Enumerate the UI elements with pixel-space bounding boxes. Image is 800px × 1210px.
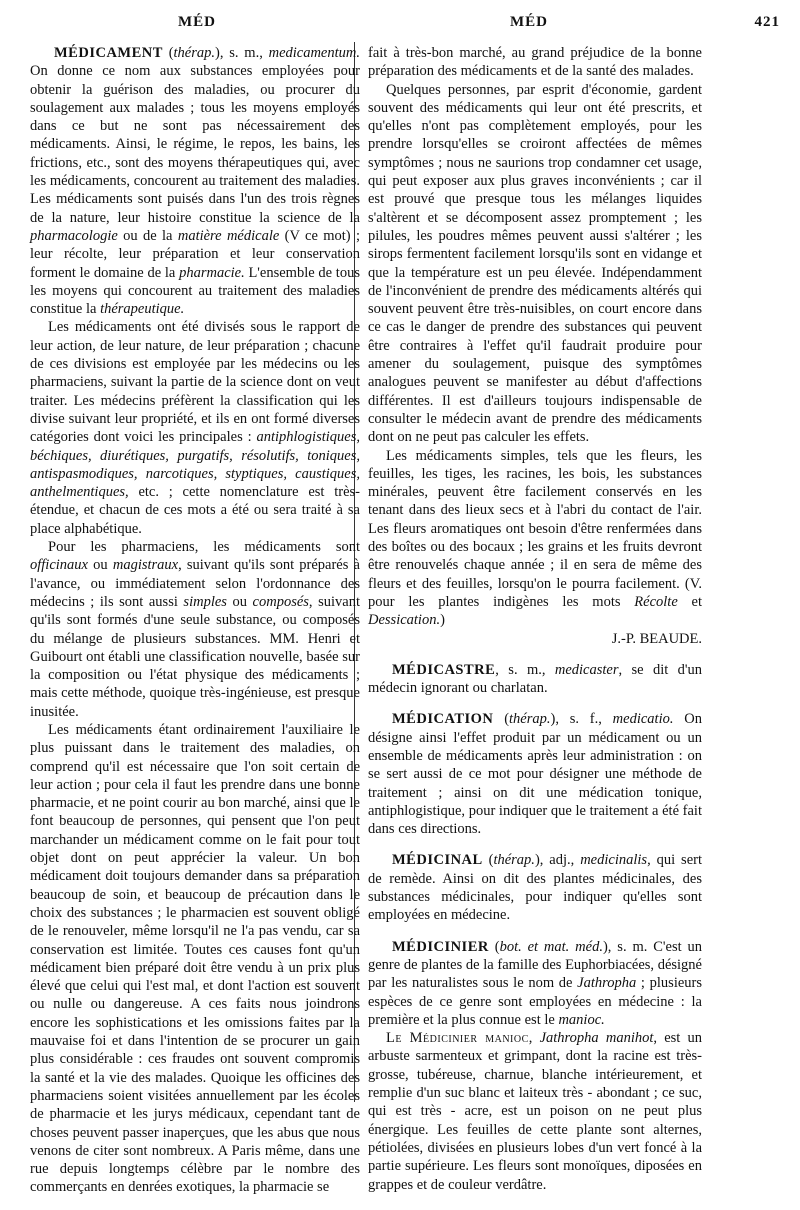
italic-text: manioc.: [558, 1011, 605, 1028]
body-text: On donne ce nom aux substances employées pour obtenir la guérison des maladies, ou procurer du soulagement aux malades ; tous les moyens employés dans ce but ne sont pas nécessairement des médicaments. Ainsi, le régime, le repos, les bains, les frictions, etc., sont des moyens thérapeutiques qui, avec les médicaments, concourent au traitement des maladies. Les médicaments sont puisés dans l'un des trois règnes de la nature, leur histoire constitue la science de la: [30, 63, 360, 226]
italic-text: Jathropha manihot: [539, 1030, 654, 1047]
italic-text: simples: [183, 593, 227, 610]
italic-text: Dessication.: [368, 612, 441, 629]
headword: MÉDICINAL: [392, 852, 483, 869]
headword: MÉDICASTRE: [392, 661, 496, 678]
paragraph: [368, 851, 702, 924]
body-text: (: [493, 711, 510, 728]
headword: MÉDICINIER: [392, 938, 489, 955]
running-header-left: MÉD: [178, 14, 216, 30]
paragraph: [30, 538, 360, 721]
body-text: ; plusieurs espèces de ce genre sont employées en médecine : la première et la plus connue est le: [368, 975, 703, 1028]
body-text: (V ce mot) ; leur récolte, leur préparation et leur conservation forment le domaine de la: [30, 227, 361, 281]
italic-text: medicinalis: [580, 852, 648, 869]
entry-medication: [368, 710, 702, 838]
paragraph: [368, 81, 702, 447]
italic-text: thérap.: [493, 852, 535, 869]
body-text: ), adj.,: [534, 852, 581, 869]
entry-medicament: [30, 44, 360, 1197]
italic-text: medicaster: [554, 661, 619, 678]
entry-medicament-continued: [368, 44, 702, 630]
italic-text: thérapeutique.: [100, 301, 185, 318]
paragraph: [30, 721, 360, 1197]
paragraph: [368, 938, 702, 1029]
body-text: , suivant qu'ils sont formés d'une seule substance, ou composés du mélange de plusieurs substances. MM. Henri et Guibourt ont établi une classification nouvelle, basée sur la composition ou l'état physique des médicaments ; mais cette méthode, quoique très-ingénieuse, est presque inusitée.: [30, 593, 360, 720]
left-column: [30, 44, 360, 1210]
paragraph: [368, 661, 702, 698]
paragraph: [368, 44, 702, 81]
body-text: ou: [226, 593, 253, 610]
body-text: et: [677, 593, 703, 610]
paragraph: [368, 1029, 702, 1194]
italic-text: thérap.: [509, 711, 551, 728]
italic-text: medicamentum.: [268, 45, 360, 61]
italic-text: magistraux: [112, 557, 179, 574]
body-text: (: [488, 938, 500, 955]
italic-text: composés: [252, 593, 309, 610]
body-text: ou de la: [117, 227, 178, 244]
italic-text: pharmacologie: [30, 227, 118, 244]
body-text: ): [440, 612, 445, 629]
italic-text: matière médicale: [177, 227, 280, 244]
entry-medicinal: [368, 851, 702, 924]
italic-text: antiphlogistiques, béchiques, diurétiques, purgatifs, résolutifs, toniques, antispasmodiques, narcotiques, styptiques, caustiques, anthelmentiques,: [30, 429, 360, 501]
body-text: , se dit d'un médecin ignorant ou charlatan.: [368, 661, 702, 697]
italic-text: pharmacie.: [179, 264, 245, 281]
body-text: Quelques personnes, par esprit d'économie, gardent souvent des médicaments qui leur ont été prescrits, et qu'elles n'ont pas complètement employés, pour les prendre lorsqu'elles se croiront affectées de mêmes symptômes ; nous ne saurions trop condamner cet usage, qui peut exposer aux plus graves inconvénients ; car il est prouvé que presque tous les mélanges liquides s'altèrent et se décomposent assez promptement ; les pilules, les poudres mêmes peuvent aussi s'altérer ; les sirops fermentent facilement lorsqu'ils sont en vidange et que la température est un peu élevée. Indépendamment de l'inconvénient de prendre des médicaments altérés qui souvent peuvent être très-nuisibles, on court encore dans ce cas le danger de prendre des substances qui peuvent être contraires à l'effet qu'il faudrait produire pour amener du soulagement, puisque des symptômes analogues peuvent se manifester au début d'affections différentes. Il est d'ailleurs toujours indispensable de consulter le médecin avant de prendre des médicaments dont on ne peut pas calculer les effets.: [368, 81, 702, 446]
entry-medicinier: [368, 938, 702, 1194]
paragraph: [30, 44, 360, 318]
body-text: (: [162, 45, 174, 61]
paragraph: [368, 447, 702, 630]
body-text: L'ensemble de tous les moyens qui concourent au traitement des maladies constitue la: [30, 264, 360, 318]
entry-medicastre: [368, 661, 702, 698]
body-text: ou: [88, 557, 113, 574]
body-text: ,: [528, 1030, 540, 1047]
body-text: Les médicaments ont été divisés sous le rapport de leur action, de leur nature, de leur préparation ; chacune de ces divisions est employée par les médecins ou les pharmaciens, suivant la partie de la science dont on veut traiter. Les médecins préfèrent la classification qui les divise suivant leur propriété, et ils en ont formé diverses catégories dont voici les principales :: [30, 319, 360, 446]
paragraph: [30, 318, 360, 538]
body-text: etc. ; cette nomenclature est très-étendue, et chacun de ces mots a été ou sera traité à sa place alphabétique.: [30, 484, 360, 537]
body-text: ), s. m.,: [215, 45, 269, 61]
small-caps-text: Le Médicinier manioc: [386, 1030, 529, 1047]
paragraph: [368, 710, 702, 838]
author-signature: J.-P. BEAUDE.: [611, 630, 702, 647]
body-text: Les médicaments étant ordinairement l'auxiliaire le plus puissant dans le traitement des maladies, on comprend qu'il est nécessaire que l'on soit certain de leur action ; pour cela il faut les prendre dans une bonne pharmacie, et ne point courir au bon marché, ainsi que le font beaucoup de personnes, qui pensent que l'on peut marchander un médicament comme on le fait pour tout objet dont on peut apprécier la valeur. Un bon médicament doit toujours demander dans sa préparation beaucoup de soin, et beaucoup de précaution dans le choix des substances ; le pharmacien est souvent obligé de le renouveler, même lorsqu'il ne l'a pas vendu, car sa conservation est limitée. Toutes ces causes font qu'un médicament bien préparé doit être vendu à un prix plus élevé que celui qui l'est mal, et dont l'action est souvent ou nulle ou dangereuse. A ces faits nous joindrons encore les sophistications et les omissions faites par la mauvaise foi et dans l'intention de se procurer un gain plus considérable : ces fraudes ont souvent compromis la santé et la vie des malades. Quoique les officines des pharmaciens soient visitées annuellement par les écoles de pharmacie et les jurys médicaux, cependant tant de choses peuvent passer inaperçues, que les abus que nous venons de citer sont nombreux. A Paris même, dans une rue depuis longtemps célèbre par le nombre des commerçants en denrées exotiques, la pharmacie se: [30, 721, 360, 1196]
running-header-right: MÉD: [510, 14, 548, 30]
italic-text: medicatio.: [612, 711, 674, 728]
body-text: Les médicaments simples, tels que les fleurs, les feuilles, les tiges, les racines, les bois, les substances minérales, peuvent être facilement conservés en les tenant dans des lieux secs et à l'abri du contact de l'air. Les fleurs aromatiques ont besoin d'être renfermées dans des boîtes ou des bocaux ; les grains et les fruits devront être renouvelés chaque année ; il en sera de même des fleurs et des feuilles, lorsqu'on le pourra facilement. (V. pour les plantes indigènes les mots: [368, 447, 702, 610]
headword: MÉDICATION: [392, 711, 494, 728]
body-text: , suivant qu'ils sont préparés à l'avance, ou immédiatement selon l'ordonnance des médecins ; ils sont aussi: [30, 557, 360, 610]
body-text: , s. m.,: [495, 661, 555, 678]
body-text: ), s. f.,: [550, 711, 613, 728]
italic-text: Récolte: [634, 593, 678, 610]
body-text: fait à très-bon marché, au grand préjudice de la bonne préparation des médicaments et de la santé des malades.: [368, 45, 702, 80]
italic-text: officinaux: [30, 557, 88, 574]
body-text: On désigne ainsi l'effet produit par un médicament ou un ensemble de médicaments après leur administration : on se sert aussi de ce mot pour désigner une méthode de traitement ; ainsi on dit une médication tonique, antiphlogistique, pour indiquer que le traitement a été fait dans ces directions.: [368, 711, 702, 838]
italic-text: thérap.: [173, 45, 216, 61]
body-text: , qui sert de remède. Ainsi on dit des plantes médicinales, des substances médicinales, pour indiquer qu'elles sont employées en médecine.: [368, 852, 702, 924]
body-text: , est un arbuste sarmenteux et grimpant, dont la racine est très-grosse, tubéreuse, charnue, blanche intérieurement, et remplie d'un suc blanc et laiteux très - abondant ; ce suc, qui est très - acre, est un poison on ne peut plus énergique. Les feuilles de cette plante sont alternes, pétiolées, divisées en plusieurs lobes d'un vert foncé à la partie supérieure. Les fleurs sont monoïques, diposées en grappes et de couleur verdâtre.: [368, 1030, 702, 1193]
page-number: 421: [754, 14, 780, 30]
body-text: Pour les pharmaciens, les médicaments sont: [48, 539, 360, 556]
headword: MÉDICAMENT: [54, 45, 163, 61]
italic-text: bot. et mat. méd.: [499, 938, 603, 955]
body-text: (: [482, 852, 494, 869]
right-column: [368, 44, 702, 1207]
italic-text: Jathropha: [577, 975, 637, 992]
body-text: ), s. m. C'est un genre de plantes de la famille des Euphorbiacées, désigné par les naturalistes sous le nom de: [368, 938, 702, 992]
